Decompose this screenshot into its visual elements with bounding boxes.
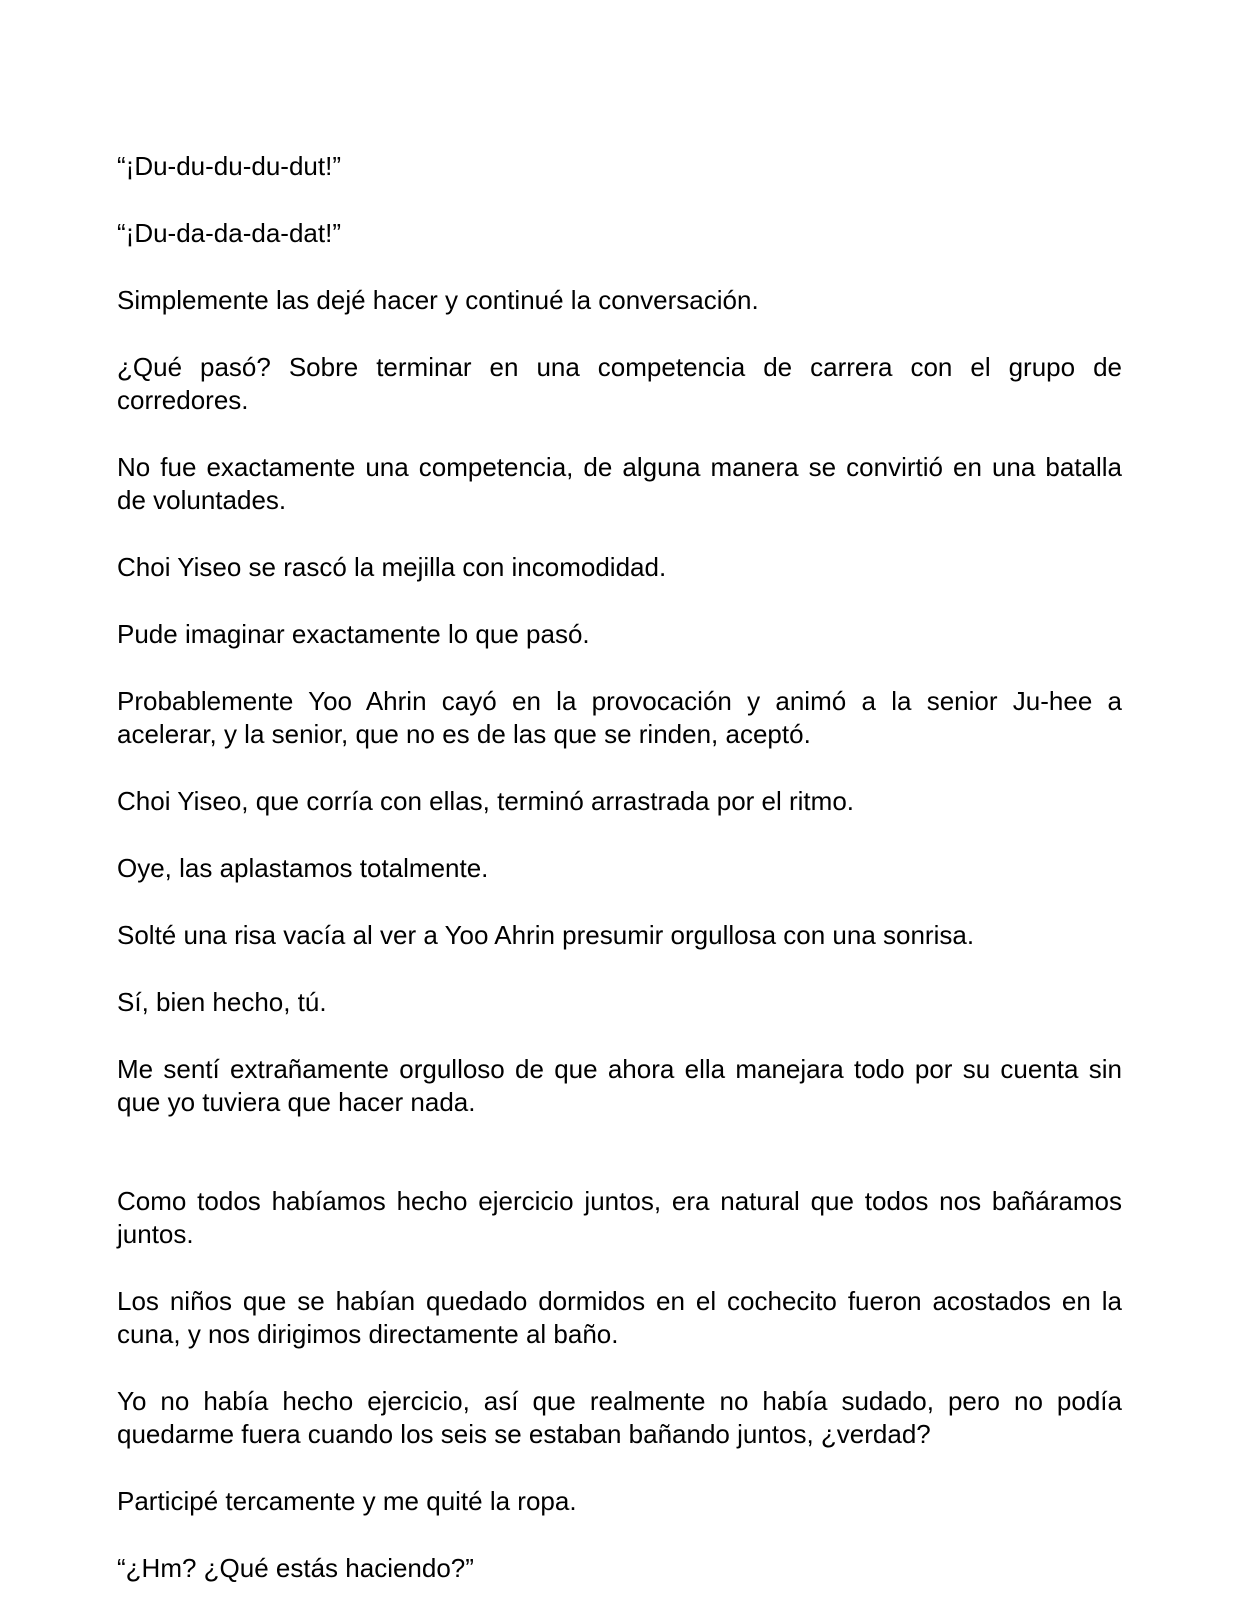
paragraph: No fue exactamente una competencia, de alguna manera se convirtió en una batalla de voluntades. [117, 452, 1122, 515]
section-break [117, 1153, 1122, 1185]
paragraph: Pude imaginar exactamente lo que pasó. [117, 619, 590, 649]
text-column [117, 150, 1122, 1619]
paragraph: Me sentí extrañamente orgulloso de que ahora ella manejara todo por su cuenta sin que yo tuviera que hacer nada. [117, 1054, 1122, 1117]
paragraph: Probablemente Yoo Ahrin cayó en la provocación y animó a la senior Ju-hee a acelerar, y la senior, que no es de las que se rinden, aceptó. [117, 686, 1122, 749]
paragraph: Sí, bien hecho, tú. [117, 987, 327, 1017]
paragraph: Participé tercamente y me quité la ropa. [117, 1486, 577, 1516]
paragraph: Choi Yiseo, que corría con ellas, terminó arrastrada por el ritmo. [117, 786, 855, 816]
paragraph: Como todos habíamos hecho ejercicio juntos, era natural que todos nos bañáramos juntos. [117, 1186, 1122, 1249]
paragraph: ¿Qué pasó? Sobre terminar en una competencia de carrera con el grupo de corredores. [117, 352, 1122, 415]
paragraph: “¡Du-da-da-da-dat!” [117, 218, 341, 248]
paragraph: Solté una risa vacía al ver a Yoo Ahrin presumir orgullosa con una sonrisa. [117, 920, 975, 950]
paragraph: Los niños que se habían quedado dormidos en el cochecito fueron acostados en la cuna, y nos dirigimos directamente al baño. [117, 1286, 1122, 1349]
paragraph: Yo no había hecho ejercicio, así que realmente no había sudado, pero no podía quedarme fuera cuando los seis se estaban bañando juntos, ¿verdad? [117, 1386, 1122, 1449]
paragraph: “¡Du-du-du-du-dut!” [117, 151, 341, 181]
paragraph: Choi Yiseo se rascó la mejilla con incomodidad. [117, 552, 667, 582]
paragraph: “¿Hm? ¿Qué estás haciendo?” [117, 1553, 474, 1583]
paragraph: Simplemente las dejé hacer y continué la conversación. [117, 285, 759, 315]
paragraph: Oye, las aplastamos totalmente. [117, 853, 489, 883]
